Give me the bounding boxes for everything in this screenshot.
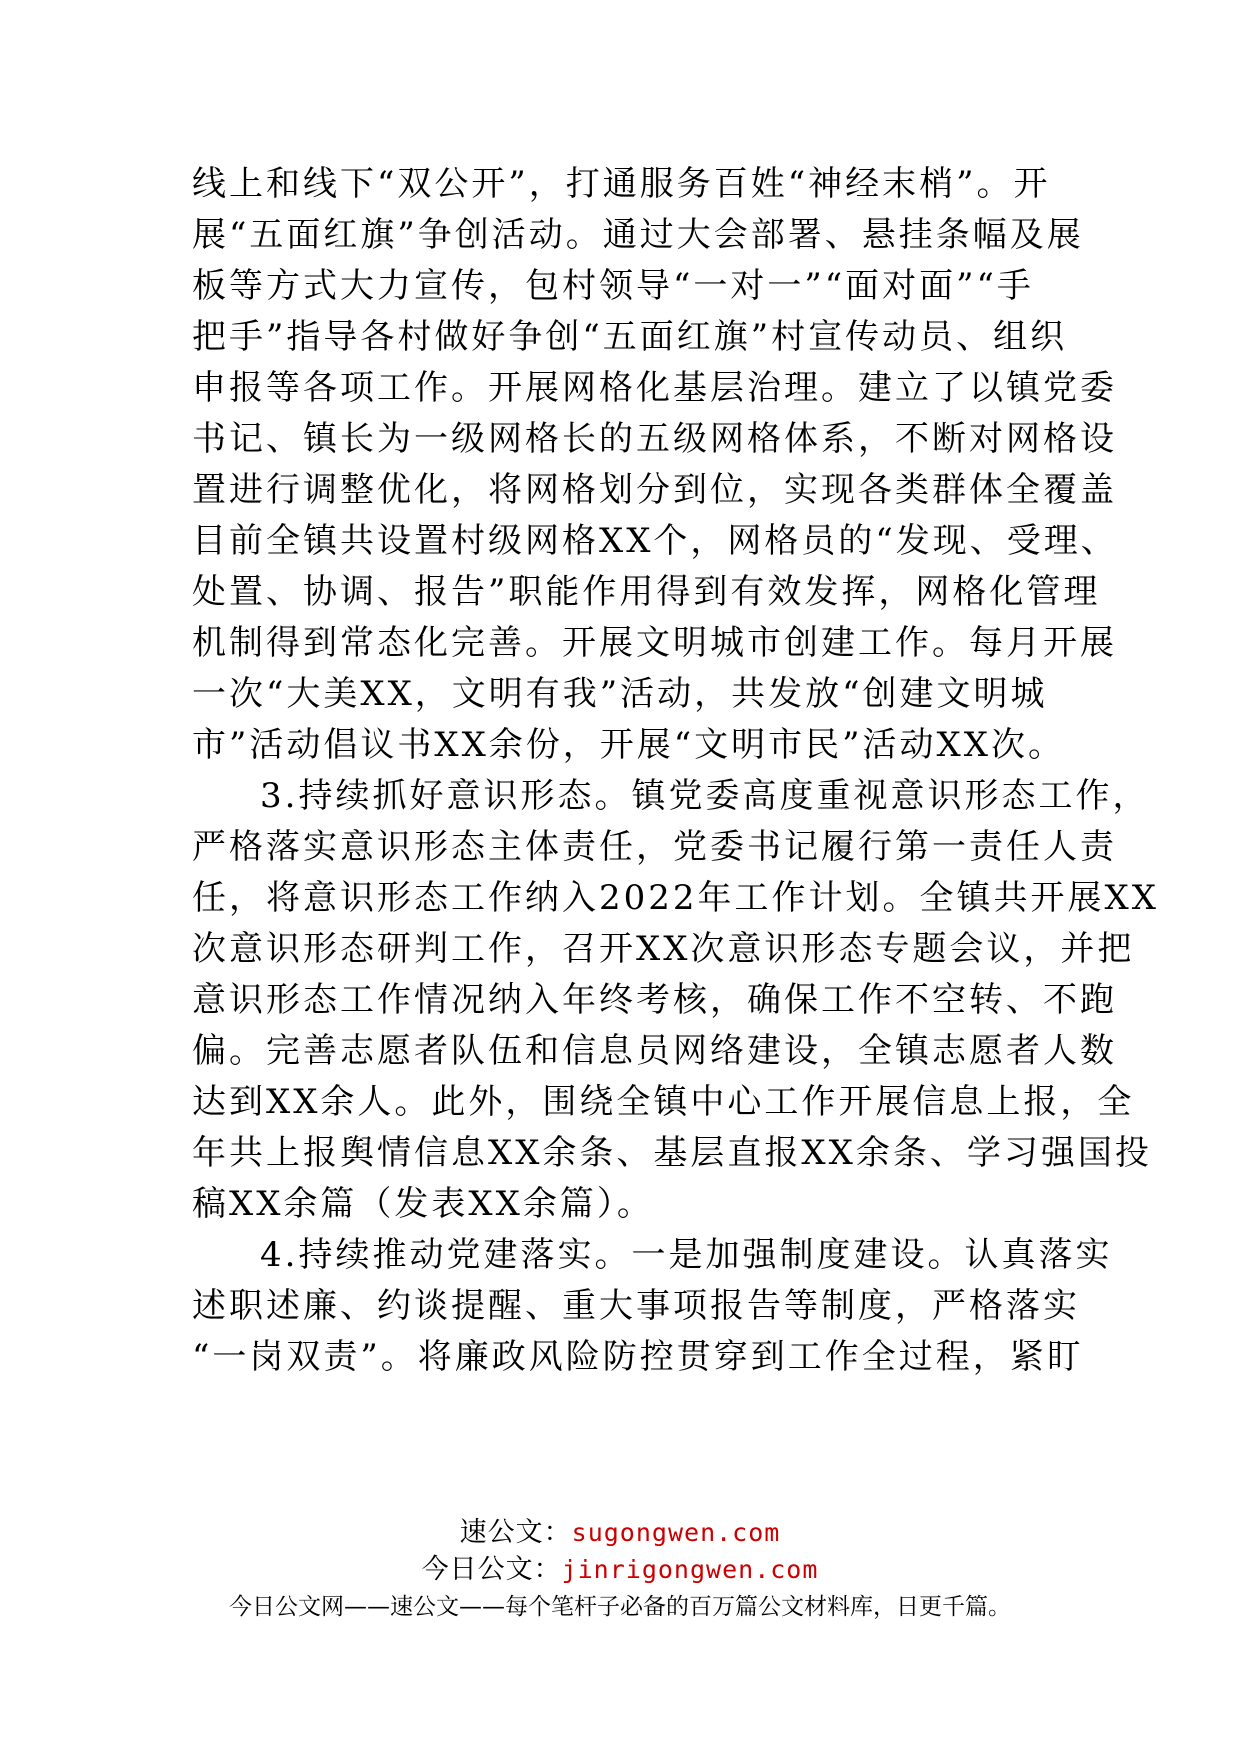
paragraph-line: 置进行调整优化，将网格划分到位，实现各类群体全覆盖 [192, 470, 1117, 510]
paragraph-line: 意识形态工作情况纳入年终考核，确保工作不空转、不跑 [192, 980, 1117, 1020]
paragraph-line: 展“五面红旗”争创活动。通过大会部署、悬挂条幅及展 [192, 215, 1084, 255]
paragraph-line: 书记、镇长为一级网格长的五级网格体系，不断对网格设 [192, 419, 1117, 459]
paragraph-first-line: 4.持续推动党建落实。一是加强制度建设。认真落实 [260, 1235, 1113, 1275]
paragraph-line: 市”活动倡议书XX余份，开展“文明市民”活动XX次。 [192, 725, 1065, 765]
paragraph-line: 偏。完善志愿者队伍和信息员网络建设，全镇志愿者人数 [192, 1031, 1117, 1071]
paragraph-line: 线上和线下“双公开”，打通服务百姓“神经末梢”。开 [192, 164, 1051, 204]
paragraph-line: 严格落实意识形态主体责任，党委书记履行第一责任人责 [192, 827, 1117, 867]
paragraph-line: 达到XX余人。此外，围绕全镇中心工作开展信息上报，全 [192, 1082, 1135, 1122]
paragraph-line: 把手”指导各村做好争创“五面红旗”村宣传动员、组织 [192, 317, 1068, 357]
paragraph-line: 次意识形态研判工作，召开XX次意识形态专题会议，并把 [192, 929, 1135, 969]
paragraph-line: 稿XX余篇（发表XX余篇）。 [192, 1184, 654, 1224]
paragraph-first-line: 3.持续抓好意识形态。镇党委高度重视意识形态工作， [260, 776, 1150, 816]
paragraph-line: 申报等各项工作。开展网格化基层治理。建立了以镇党委 [192, 368, 1117, 408]
paragraph-line: 任，将意识形态工作纳入2022年工作计划。全镇共开展XX [192, 878, 1159, 918]
paragraph-line: 目前全镇共设置村级网格XX个，网格员的“发现、受理、 [192, 521, 1118, 561]
paragraph-line: 述职述廉、约谈提醒、重大事项报告等制度，严格落实 [192, 1286, 1080, 1326]
footer-site-1-label: 速公文： [459, 1517, 572, 1548]
footer-site-2 [0, 1547, 1240, 1586]
paragraph-line: 机制得到常态化完善。开展文明城市创建工作。每月开展 [192, 623, 1117, 663]
paragraph-line: 年共上报舆情信息XX余条、基层直报XX余条、学习强国投 [192, 1133, 1152, 1173]
paragraph-line: “一岗双责”。将廉政风险防控贯穿到工作全过程，紧盯 [192, 1337, 1084, 1377]
footer-site-2-label: 今日公文： [421, 1554, 562, 1585]
paragraph-line: 处置、协调、报告”职能作用得到有效发挥，网格化管理 [192, 572, 1101, 612]
footer-site-1-link[interactable]: sugongwen.com [571, 1518, 781, 1547]
footer-tagline: 今日公文网——速公文——每个笔杆子必备的百万篇公文材料库，日更千篇。 [229, 1594, 1011, 1620]
footer-site-2-link[interactable]: jinrigongwen.com [561, 1555, 819, 1584]
paragraph-line: 板等方式大力宣传，包村领导“一对一”“面对面”“手 [192, 266, 1034, 306]
footer-site-1 [0, 1510, 1240, 1549]
paragraph-line: 一次“大美XX，文明有我”活动，共发放“创建文明城 [192, 674, 1048, 714]
